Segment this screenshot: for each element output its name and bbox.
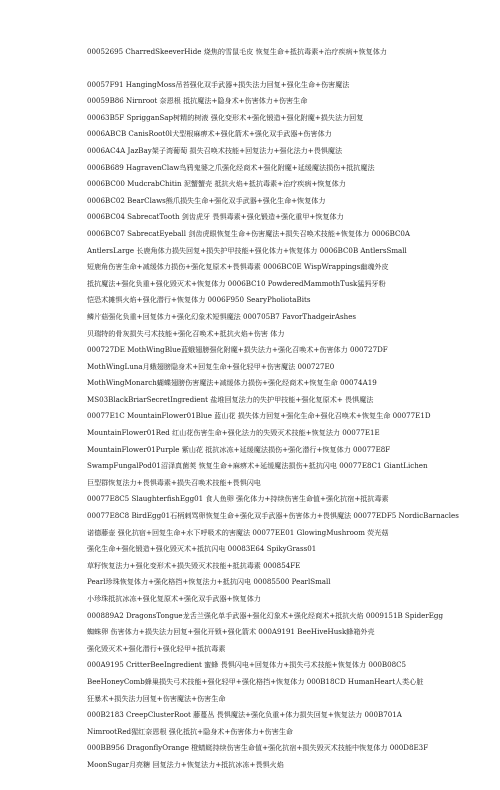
document-line bbox=[87, 774, 462, 790]
document-line: 0006BC07 SabrecatEyeball 剑齿虎眼恢复生命+伤害魔法+损失召唤术技能+恢复体力 0006BC0A bbox=[87, 228, 411, 238]
document-line: 0006B689 HagravenClaw鸟鸦鬼婆之爪强化经商术+强化附魔+延缓魔法损伤+抵抗魔法 bbox=[87, 162, 375, 172]
document-line: 蜘蛛卵 伤害体力+损失法力回复+强化开锁+强化箭术 000A9191 BeeHiveHusk蜂箱外壳 bbox=[87, 627, 375, 637]
document-line: 00057F91 HangingMoss吊苔强化双手武器+损失法力回复+强化生命+伤害魔法 bbox=[87, 79, 350, 89]
document-line: 短鹿角伤害生命+减缓体力损伤+强化复原术+畏惧毒素 0006BC0E WispWrappings幽魂外皮 bbox=[87, 262, 389, 272]
document-line: 0006BC04 SabrecatTooth 剑齿虎牙 畏惧毒素+强化锻造+强化重甲+恢复体力 bbox=[87, 212, 344, 222]
document-line: 强化毁灭术+强化潜行+强化轻甲+抵抗毒素 bbox=[87, 643, 226, 653]
document-line-first: 00052695 CharredSkeeverHide 烧焦的雪鼠毛皮 恢复生命+抵抗毒素+治疗疾病+恢复体力 bbox=[87, 47, 387, 56]
document-line: NimrootRed猩红奈恩根 强化抵抗+隐身术+伤害体力+伤害生命 bbox=[87, 726, 294, 736]
document-line: 0006BC00 MudcrabChitin 泥蟹蟹壳 抵抗火焰+抵抗毒素+治疗疾病+恢复体力 bbox=[87, 179, 346, 189]
document-line: 00063B5F SprigganSap树精的树液 强化变形术+强化锻造+强化附魔+损失法力回复 bbox=[87, 112, 364, 122]
document-line: 诺德藤壶 强化抗宿+回复生命+水下呼吸术的害魔法 00077EE01 GlowingMushroom 荧光菇 bbox=[87, 527, 389, 537]
document-line: MountainFlower01Red 红山花伤害生命+强化法力的失毁灭术技能+恢复法力 00077E1E bbox=[87, 428, 380, 438]
document-line: 鳞片菇强化负重+回复体力+强化幻象术短惧魔法 000705B7 FavorThadgeirAshes bbox=[87, 311, 357, 321]
document-line: MoonSugar月亮糖 回复法力+恢复法力+抵抗冰冻+畏惧火焰 bbox=[87, 759, 284, 769]
document-line: 000727DE MothWingBlue蓝蛾翅膀强化附魔+损失法力+强化召唤术+伤害体力 000727DF bbox=[87, 345, 388, 355]
document-line: 00059B86 Nirnroot 奈恩根 抵抗魔法+隐身术+伤害体力+伤害生命 bbox=[87, 96, 308, 106]
document-line: AntlersLarge 长鹿角体力损失回复+损失护甲技能+强化体力+恢复体力 0006BC0B AntlersSmall bbox=[87, 245, 407, 255]
document-line: MS03BlackBriarSecretIngredient 盐堆回复法力的失护甲技能+强化复原术+ 畏惧魔法 bbox=[87, 394, 374, 404]
document-line: 00077E8C8 BirdEgg01石柄刺骂卵恢复生命+强化双手武器+伤害体力+畏惧魔法 00077EDF5 NordicBarnacles bbox=[87, 511, 459, 521]
document-line: 0006AC4A JazBay架子湾葡萄 损失召唤术技能+回复法力+强化法力+畏惧魔法 bbox=[87, 145, 343, 155]
document-line: 000BB956 DragonflyOrange 橙蜻蜓持续伤害生命值+强化抗宿+损失毁灭术技能中恢复体力 000D8E3F bbox=[87, 743, 429, 753]
document-line: 0006BC02 BearClaws熊爪损失生命+强化双手武器+强化生命+恢复体力 bbox=[87, 195, 326, 205]
document-line: MountainFlower01Purple 紫山花 抵抗冰冻+延缓魔法损伤+强化潜行+恢复体力 00077E8F bbox=[87, 444, 391, 454]
document-line: 小珍珠抵抗冰冻+强化复原术+强化双手武器+恢复体力 bbox=[87, 594, 261, 603]
document-line: 000889A2 DragonsTongue龙舌兰强化单手武器+强化幻象术+强化经商术+抵抗火焰 0009151B SpiderEgg bbox=[87, 610, 443, 620]
document-line: 000A9195 CritterBeeIngredient 蜜蜂 畏惧闪电+回复体力+损失弓术技能+恢复体力 000B08C5 bbox=[87, 660, 407, 670]
document-line: 抵抗魔法+强化负重+强化毁灭术+恢复体力 0006BC10 PowderedMammothTusk猛犸牙粉 bbox=[87, 278, 386, 288]
document-line: 强化生命+强化锻造+强化毁灭术+抵抗闪电 00083E64 SpikyGrass01 bbox=[87, 544, 317, 554]
document-line: 00077E1C MountainFlower01Blue 蓝山花 损失体力回复+强化生命+强化召唤术+恢复生命 00077E1D bbox=[87, 411, 431, 421]
document-line: MothWingLuna月蛾翅膀隐身术+回复生命+强化轻甲+伤害魔法 000727E0 bbox=[87, 361, 335, 371]
document-line: 000B2183 CreepClusterRoot 藤蔓丛 畏惧魔法+强化负重+体力损失回复+恢复法力 000B701A bbox=[87, 710, 402, 720]
document-line: 狂暴术+损失法力回复+伤害魔法+伤害生命 bbox=[87, 693, 226, 703]
document-line: BeeHoneyComb蜂巢损失弓术技能+强化轻甲+强化格挡+恢复体力 000B18CD HumanHeart人类心脏 bbox=[87, 676, 424, 686]
document-line: MothWingMonarch蝴蝶翅膀伤害魔法+减缓体力损伤+强化经商术+恢复生命 00074A19 bbox=[87, 378, 377, 388]
document-line: 贝瑞特的骨灰损失弓术技能+强化召唤术+抵抗火焰+伤害 体力 bbox=[87, 328, 285, 338]
document-body bbox=[87, 77, 462, 790]
document-line: 00077E8C5 SlaughterfishEgg01 食人鱼卵 强化体力+持续伤害生命值+强化抗宿+抵抗毒素 bbox=[87, 494, 389, 504]
document-line: Pearl珍珠恢复体力+强化格挡+恢复法力+抵抗闪电 00085500 PearlSmall bbox=[87, 577, 331, 587]
paragraph-gap bbox=[87, 61, 462, 77]
document-line: 巨型群恢复法力+畏惧毒素+损失召唤术技能+畏惧闪电 bbox=[87, 477, 261, 487]
document-line: 0006ABCB CanisRoot0l犬型根麻痹术+强化箭术+强化双手武器+伤害体力 bbox=[87, 129, 332, 139]
document-line: 草籽恢复法力+强化变形术+损失毁灭术技能+抵抗毒素 000854FE bbox=[87, 560, 301, 570]
document-line: SwampFungalPod01沼泽真菌荚 恢复生命+麻痹术+延缓魔法损伤+抵抗闪电 00077E8C1 GiantLichen bbox=[87, 461, 428, 471]
document-line: 恺恐术摊惧火焰+强化潜行+恢复体力 0006F950 SearyPholiotaBits bbox=[87, 295, 311, 305]
